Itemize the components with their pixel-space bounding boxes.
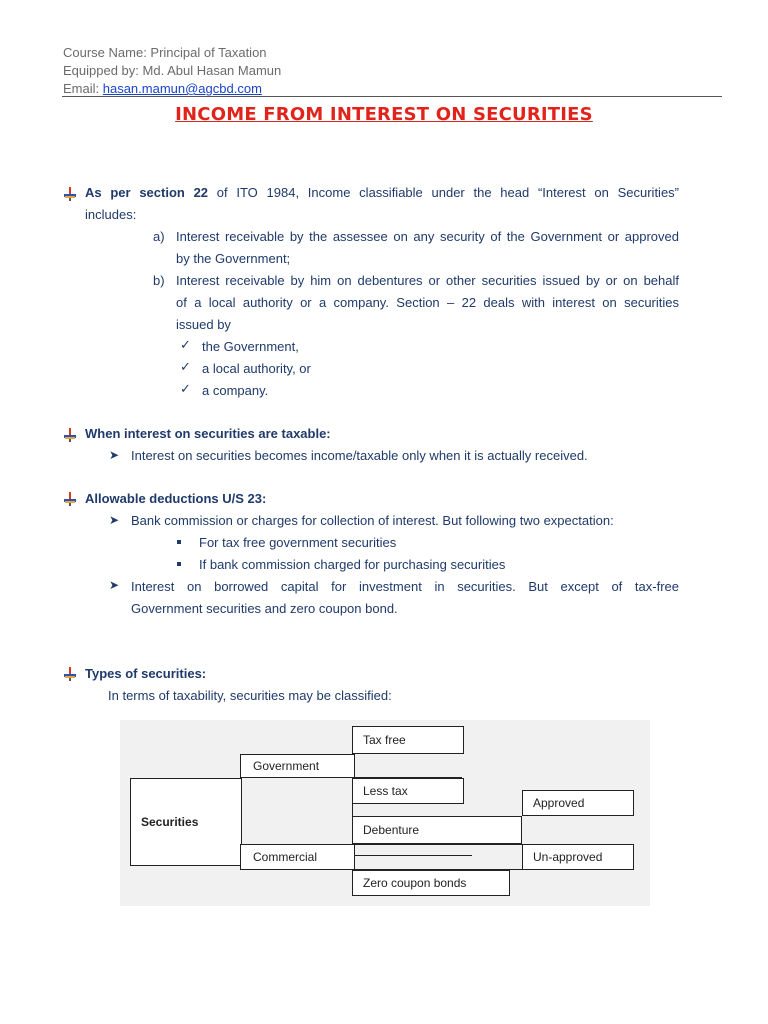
deductions-heading: Allowable deductions U/S 23: bbox=[85, 491, 267, 506]
pushpin-bullet-icon bbox=[63, 492, 77, 506]
box-approved-label: Approved bbox=[533, 796, 585, 810]
box-securities bbox=[130, 778, 242, 866]
email-link[interactable]: hasan.mamun@agcbd.com bbox=[102, 81, 262, 96]
types-intro: In terms of taxability, securities may be classified: bbox=[108, 688, 392, 703]
types-heading: Types of securities: bbox=[85, 666, 207, 681]
square-bullet-icon bbox=[177, 540, 181, 544]
connector-line bbox=[352, 855, 472, 856]
item-b-line1: Interest receivable by him on debentures or other securities issued by or on behalf bbox=[176, 273, 679, 288]
box-debenture bbox=[352, 816, 522, 844]
item-a-line1: Interest receivable by the assessee on any security of the Government or approved bbox=[176, 229, 679, 244]
box-commercial bbox=[240, 844, 355, 870]
course-name-line: Course Name: Principal of Taxation bbox=[63, 45, 267, 60]
box-tax-free bbox=[352, 726, 464, 754]
box-securities-label: Securities bbox=[141, 815, 199, 829]
deduction-point-2-line2: Government securities and zero coupon bond. bbox=[131, 601, 398, 616]
box-un-approved-label: Un-approved bbox=[533, 850, 603, 864]
taxable-point: Interest on securities becomes income/taxable only when it is actually received. bbox=[131, 448, 588, 463]
arrow-bullet-icon: ➤ bbox=[109, 448, 120, 462]
arrow-bullet-icon: ➤ bbox=[109, 578, 120, 592]
header-divider bbox=[62, 96, 722, 97]
check-item-local-authority: a local authority, or bbox=[202, 361, 311, 376]
pushpin-bullet-icon bbox=[63, 428, 77, 442]
checkmark-icon: ✓ bbox=[180, 359, 191, 374]
check-item-government: the Government, bbox=[202, 339, 299, 354]
square-bullet-icon bbox=[177, 562, 181, 566]
checkmark-icon: ✓ bbox=[180, 381, 191, 396]
deduction-sub-2: If bank commission charged for purchasing securities bbox=[199, 557, 506, 572]
section22-lead-line1 bbox=[85, 185, 679, 200]
item-b-marker: b) bbox=[153, 273, 165, 288]
box-less-tax bbox=[352, 778, 464, 804]
securities-classification-diagram bbox=[120, 720, 650, 906]
box-tax-free-label: Tax free bbox=[363, 733, 406, 747]
pushpin-bullet-icon bbox=[63, 667, 77, 681]
box-government bbox=[240, 754, 355, 778]
document-header bbox=[63, 44, 281, 98]
equipped-by-line: Equipped by: Md. Abul Hasan Mamun bbox=[63, 63, 282, 78]
box-commercial-label: Commercial bbox=[253, 850, 318, 864]
connector-line bbox=[352, 844, 522, 845]
section22-lead-rest: of ITO 1984, Income classifiable under the head “Interest on Securities” bbox=[208, 185, 679, 200]
box-approved bbox=[522, 790, 634, 816]
box-debenture-label: Debenture bbox=[363, 823, 420, 837]
deduction-sub-1: For tax free government securities bbox=[199, 535, 397, 550]
item-a-line2: by the Government; bbox=[176, 251, 291, 266]
section22-lead-bold: As per section 22 bbox=[85, 185, 209, 200]
arrow-bullet-icon: ➤ bbox=[109, 513, 120, 527]
box-zero-coupon bbox=[352, 870, 510, 896]
taxable-heading: When interest on securities are taxable: bbox=[85, 426, 331, 441]
email-label: Email: bbox=[63, 81, 103, 96]
pushpin-bullet-icon bbox=[63, 187, 77, 201]
check-item-company: a company. bbox=[202, 383, 269, 398]
box-government-label: Government bbox=[253, 759, 320, 773]
page-title: INCOME FROM INTEREST ON SECURITIES bbox=[175, 104, 593, 125]
item-b-line2: of a local authority or a company. Section – 22 deals with interest on securities bbox=[176, 295, 679, 310]
section22-lead-line2: includes: bbox=[85, 207, 137, 222]
deduction-point-2-line1: Interest on borrowed capital for investment in securities. But except of tax-free bbox=[131, 579, 679, 594]
item-b-line3: issued by bbox=[176, 317, 231, 332]
box-zero-coupon-label: Zero coupon bonds bbox=[363, 876, 467, 890]
item-a-marker: a) bbox=[153, 229, 165, 244]
checkmark-icon: ✓ bbox=[180, 337, 191, 352]
box-less-tax-label: Less tax bbox=[363, 784, 408, 798]
deduction-point-1: Bank commission or charges for collection of interest. But following two expectation: bbox=[131, 513, 614, 528]
box-un-approved bbox=[522, 844, 634, 870]
